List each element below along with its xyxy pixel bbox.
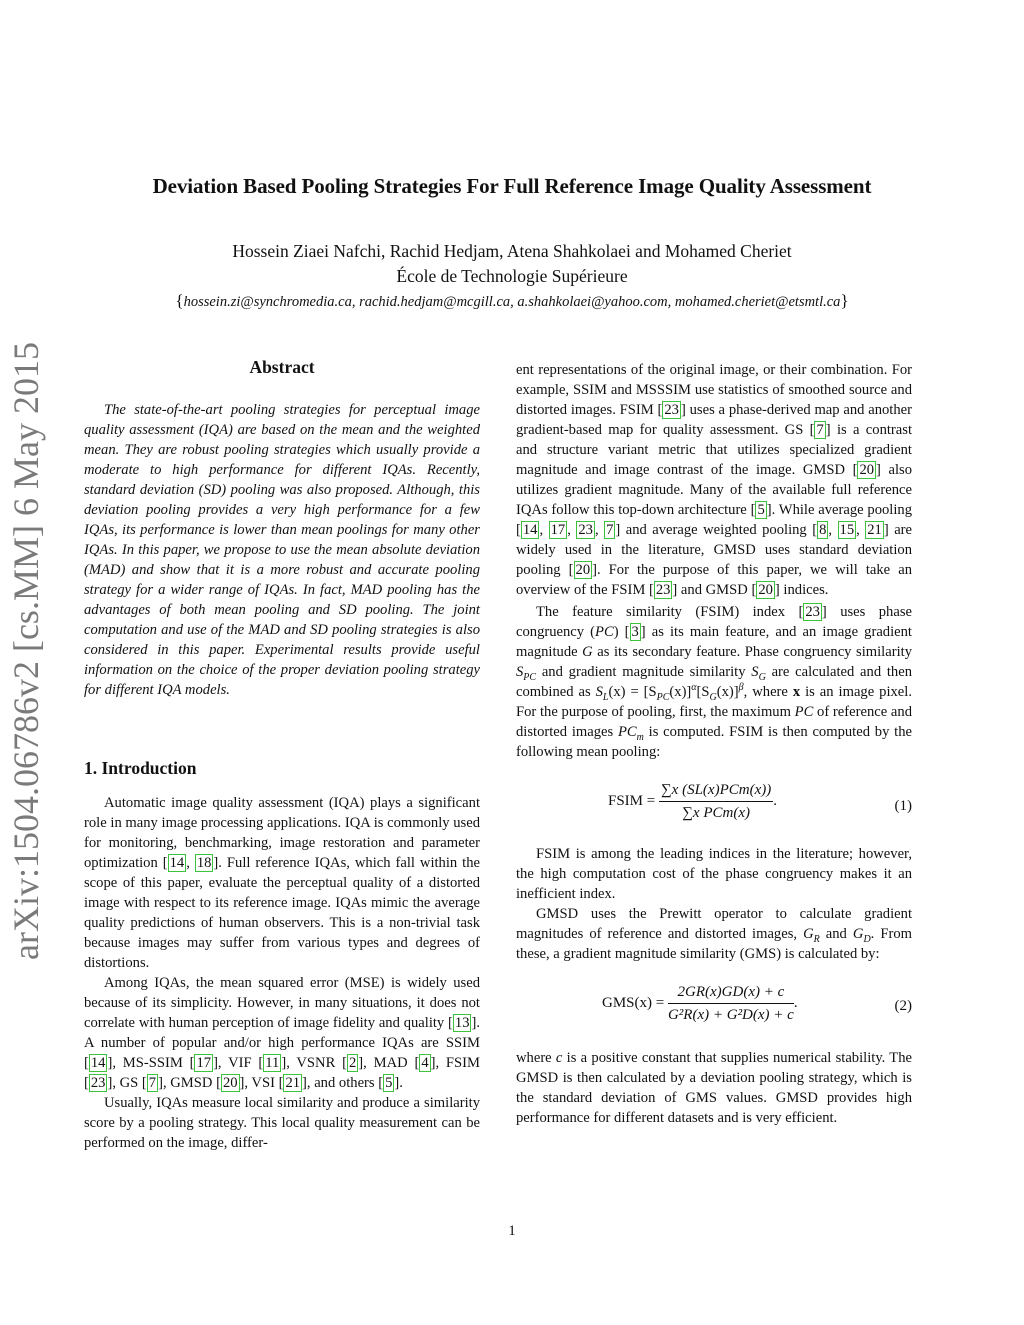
citation-link[interactable]: 20 — [575, 562, 591, 578]
affiliation: École de Technologie Supérieure — [396, 266, 628, 286]
eq1-number: (1) — [894, 798, 912, 814]
citation-link[interactable]: 7 — [606, 522, 614, 538]
abstract-text: The state-of-the-art pooling strategies for perceptual image quality assessment (IQA) are based on the mean and the weighted mean. They are robust pooling strategies which usually provide a moderate to high performance for different IQAs. Recently, standard deviation (SD) pooling was also proposed. Although, this deviation pooling provides a very high performance for a few IQAs, its performance is lower than mean poolings for many other IQAs. In this paper, we propose to use the mean absolute deviation (MAD) and show that it is a more robust and accurate pooling strategy for a wider range of IQAs. In fact, MAD pooling has the advantages of both mean pooling and SD pooling. The joint computation and use of the MAD and SD pooling strategies is also considered in this paper. Experimental results provide useful information on the choice of the proper deviation pooling strategy for different IQA models. — [84, 402, 480, 698]
right-paragraph-3: FSIM is among the leading indices in the literature; however, the high computation cost of the phase congruency makes it an inefficient index. — [516, 846, 912, 902]
author-list: Hossein Ziaei Nafchi, Rachid Hedjam, Atena Shahkolaei and Mohamed Cheriet — [232, 241, 792, 261]
citation-link[interactable]: 11 — [265, 1055, 280, 1071]
eq1-lhs: FSIM = — [608, 792, 656, 809]
eq1-fraction — [659, 780, 773, 823]
citation-link[interactable]: 21 — [867, 522, 882, 538]
intro-body — [84, 793, 480, 1153]
email-list: {hossein.zi@synchromedia.ca, rachid.hedjam@mcgill.ca, a.shahkolaei@yahoo.com, mohamed.cheriet@etsmtl.ca} — [175, 291, 849, 310]
paper-title: Deviation Based Pooling Strategies For Full Reference Image Quality Assessment — [152, 174, 872, 198]
eq1-denominator: ∑x PCm(x) — [682, 805, 750, 821]
citation-link[interactable]: 7 — [148, 1075, 157, 1091]
citation-link[interactable]: 15 — [839, 522, 855, 538]
citation-link[interactable]: 23 — [655, 582, 671, 598]
right-column — [516, 360, 912, 1128]
eq2-numerator: 2GR(x)GD(x) + c — [668, 982, 794, 1004]
citation-link[interactable]: 20 — [859, 462, 875, 478]
eq1-numerator: ∑x (SL(x)PCm(x)) — [659, 780, 773, 802]
intro-paragraph-1: Automatic image quality assessment (IQA) plays a significant role in many image processing applications. IQA is commonly used for monitoring, benchmarking, image restoration and parameter optimization [ 14 , 18 ]. Full reference IQAs, which fall within the scope of this paper, evaluate the perceptual quality of a distorted image with respect to its reference image. IQAs mimic the average quality predictions of human observers. This is a non-trivial task because images may suffer from various types and degrees of distortions. — [84, 795, 481, 971]
eq2-denominator: G²R(x) + G²D(x) + c — [667, 1007, 794, 1023]
citation-link[interactable]: 23 — [805, 604, 820, 620]
citation-link[interactable]: 14 — [522, 522, 538, 538]
abstract-body — [84, 400, 480, 700]
intro-paragraph-3: Usually, IQAs measure local similarity and produce a similarity score by a pooling strategy. This local quality measurement can be performed on the image, differ- — [84, 1095, 480, 1151]
right-paragraph-2: The feature similarity (FSIM) index [ 23 ] uses phase congruency (PC) [ 3 ] as its main feature, and an image gradient magnitude G as its secondary feature. Phase congruency similarity $S_{PC}$ and gradient magnitude similarity $S_G$ are calculated and then combined as $S_L(x) = [S_{PC}(x)]^\alpha[S_G(x)]^\beta$, where x is an image pixel. For the purpose of pooling, first, the maximum PC of reference and distorted images $PC_m$ is computed. FSIM is then computed by the following mean pooling: — [516, 604, 913, 760]
citation-link[interactable]: 2 — [348, 1055, 357, 1071]
equation-1: FSIM = $\frac{\text{∑x (SL(x)PCm(x))}}{\text{∑x PCm(x)}}$ . (1) — [608, 782, 912, 821]
citation-link[interactable]: 18 — [196, 855, 212, 871]
right-paragraph-4: GMSD uses the Prewitt operator to calculate gradient magnitudes of reference and distorted images, $G_R$ and $G_D$. From these, a gradient magnitude similarity (GMS) is calculated by: — [516, 906, 912, 962]
citation-link[interactable]: 5 — [757, 502, 765, 518]
eq2-number: (2) — [894, 998, 912, 1014]
citation-link[interactable]: 20 — [222, 1075, 238, 1091]
citation-link[interactable]: 17 — [196, 1055, 212, 1071]
citation-link[interactable]: 13 — [454, 1015, 470, 1031]
citation-link[interactable]: 7 — [816, 422, 824, 438]
citation-link[interactable]: 3 — [631, 624, 639, 640]
eq2-fraction — [668, 982, 794, 1025]
equation-2: GMS(x) = $\frac{2GR(x)GD(x) + c}{\text{G²R(x) + G²D(x) + c}}$ . (2) — [602, 984, 912, 1023]
eq2-lhs: GMS(x) = — [602, 994, 665, 1011]
page-number: 1 — [508, 1223, 516, 1239]
intro-heading: 1. Introduction — [84, 758, 197, 778]
citation-link[interactable]: 23 — [90, 1075, 106, 1091]
intro-paragraph-2: Among IQAs, the mean squared error (MSE) is widely used because of its simplicity. However, in many situations, it does not correlate with human perception of image fidelity and quality [ 13 ]. A number of popular and/or high performance IQAs are SSIM [ 14 ], MS-SSIM [ 17 ], VIF [ 11 ], VSNR [ 2 ], MAD [ 4 ], FSIM [ 23 ], GS [ 7 ], GMSD [ 20 ], VSI [ 21 ], and others [ 5 ]. — [84, 975, 480, 1091]
citation-link[interactable]: 5 — [385, 1075, 393, 1091]
citation-link[interactable]: 23 — [664, 402, 679, 418]
citation-link[interactable]: 23 — [578, 522, 593, 538]
citation-link[interactable]: 14 — [90, 1055, 106, 1071]
citation-link[interactable]: 8 — [819, 522, 827, 538]
citation-link[interactable]: 21 — [285, 1075, 301, 1091]
citation-link[interactable]: 4 — [421, 1055, 429, 1071]
citation-link[interactable]: 17 — [550, 522, 566, 538]
right-paragraph-1: ent representations of the original image, or their combination. For example, SSIM and MSSSIM use statistics of smoothed source and distorted images. FSIM [ 23 ] uses a phase-derived map and another gradient-based map for quality assessment. GS [ 7 ] is a contrast and structure variant metric that utilizes specialized gradient magnitude and image contrast of the image. GMSD [ 20 ] also utilizes gradient magnitude. Many of the available full reference IQAs follow this top-down architecture [ 5 ]. While average pooling [ 14 , 17 , 23 , 7 ] and average weighted pooling [ 8 , 15 , 21 ] are widely used in the literature, GMSD uses standard deviation pooling [ 20 ]. For the purpose of this paper, we will take an overview of the FSIM [ 23 ] and GMSD [ 20 ] indices. — [516, 362, 913, 598]
abstract-heading: Abstract — [249, 357, 315, 377]
arxiv-sidebar-stamp: arXiv:1504.06786v2 [cs.MM] 6 May 2015 — [6, 342, 46, 960]
right-paragraph-5: where c is a positive constant that supplies numerical stability. The GMSD is then calculated by a deviation pooling strategy, which is the standard deviation of GMS values. GMSD provides high performance for different datasets and is very efficient. — [516, 1050, 912, 1126]
citation-link[interactable]: 14 — [169, 855, 185, 871]
emails-text: hossein.zi@synchromedia.ca, rachid.hedjam@mcgill.ca, a.shahkolaei@yahoo.com, mohamed.cheriet@etsmtl.ca — [183, 294, 841, 310]
citation-link[interactable]: 20 — [758, 582, 773, 598]
